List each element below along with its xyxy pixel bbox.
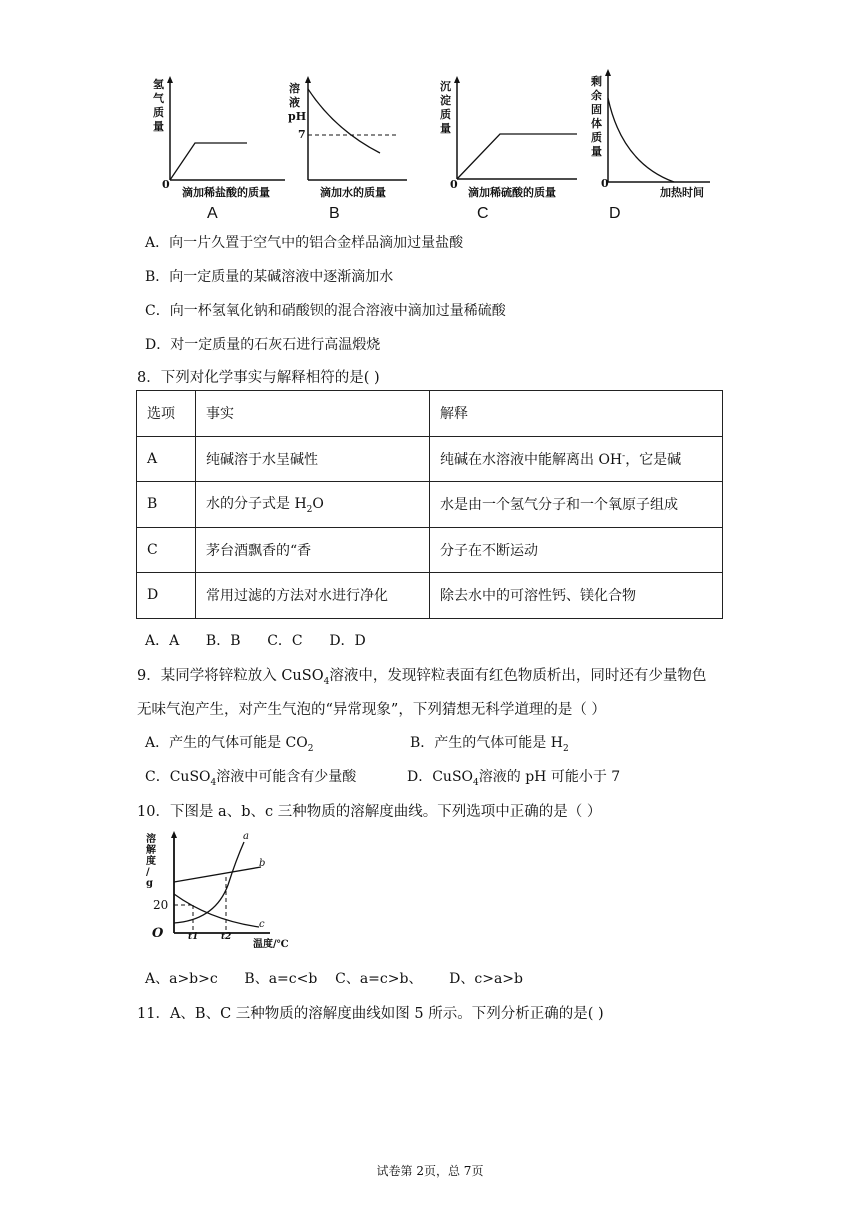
ylabel-char: 溶 xyxy=(146,834,156,845)
q7-option-b: B．向一定质量的某碱溶液中逐渐滴加水 xyxy=(145,269,394,285)
q9-option-b xyxy=(410,732,569,754)
q9-stem-line1 xyxy=(137,664,706,687)
table-header-cell: 选项 xyxy=(137,391,196,437)
graph-b-xlabel: 滴加水的质量 xyxy=(320,186,386,199)
superscript: - xyxy=(622,451,626,462)
graph-a-xlabel: 滴加稀盐酸的质量 xyxy=(182,186,270,199)
q9-text: 9．某同学将锌粒放入 CuSO xyxy=(137,668,324,684)
graph-d-letter: D xyxy=(609,205,621,222)
explain-text: 纯碱在水溶液中能解离出 OH xyxy=(440,451,623,468)
ylabel-char: 度 xyxy=(146,856,156,867)
graph-b-ylabel-bottom: pH xyxy=(288,110,307,123)
table-cell-explain: 水是由一个氢气分子和一个氧原子组成 xyxy=(430,482,723,528)
solubility-t2: t2 xyxy=(221,932,232,942)
q7-option-d: D．对一定质量的石灰石进行高温煅烧 xyxy=(145,337,381,353)
table-cell-fact: 茅台酒飘香的“香 xyxy=(196,527,430,573)
q8-stem: 8．下列对化学事实与解释相符的是( ) xyxy=(137,370,380,386)
graph-c-xlabel: 滴加稀硫酸的质量 xyxy=(468,186,556,199)
solubility-t1: t1 xyxy=(188,932,199,942)
curve-b-label: b xyxy=(259,858,266,869)
q10-stem: 10．下图是 a、b、c 三种物质的溶解度曲线。下列选项中正确的是（ ） xyxy=(137,804,602,820)
curve-a-label: a xyxy=(243,831,249,842)
curve-c-label: c xyxy=(259,919,265,930)
table-cell-option: C xyxy=(137,527,196,573)
table-cell-explain: 除去水中的可溶性钙、镁化合物 xyxy=(430,573,723,619)
graph-c-ylabel: 沉淀质量 xyxy=(440,80,451,135)
subscript: 4 xyxy=(473,777,479,788)
q10-options: A、a>b>c B、a=c<b C、a=c>b、 D、c>a>b xyxy=(145,971,523,987)
table-cell-option: A xyxy=(137,436,196,482)
solubility-ylabel xyxy=(146,834,160,889)
graph-d-ylabel: 剩余固体质量 xyxy=(591,75,602,158)
graph-b-tick-7: 7 xyxy=(298,128,306,141)
q9-text: D．CuSO xyxy=(407,769,474,785)
table-header-cell: 解释 xyxy=(430,391,723,437)
graph-c-letter: C xyxy=(477,205,489,222)
q11-stem: 11．A、B、C 三种物质的溶解度曲线如图 5 所示。下列分析正确的是( ) xyxy=(137,1006,604,1022)
table-cell-fact: 常用过滤的方法对水进行净化 xyxy=(196,573,430,619)
q7-option-a: A．向一片久置于空气中的铝合金样品滴加过量盐酸 xyxy=(145,235,464,251)
q7-option-c: C．向一杯氢氧化钠和硝酸钡的混合溶液中滴加过量稀硫酸 xyxy=(145,303,506,319)
table-row xyxy=(137,482,723,528)
q8-table xyxy=(136,390,723,619)
subscript: 2 xyxy=(307,743,314,754)
table-cell-option: B xyxy=(137,482,196,528)
subscript: 4 xyxy=(323,676,330,687)
graph-b-letter: B xyxy=(329,205,340,222)
table-header-cell: 事实 xyxy=(196,391,430,437)
ylabel-char: 解 xyxy=(146,845,156,856)
q9-option-a xyxy=(145,732,313,754)
q9-option-d xyxy=(407,766,620,788)
graph-d-plot xyxy=(592,68,722,198)
graph-b-ylabel-top: 溶液 xyxy=(289,82,300,109)
ylabel-char: / xyxy=(146,867,150,878)
explain-text: ，它是碱 xyxy=(625,451,682,468)
table-cell-explain: 分子在不断运动 xyxy=(430,527,723,573)
solubility-origin: O xyxy=(152,926,164,941)
page-footer: 试卷第 2页，总 7页 xyxy=(376,1164,484,1178)
subscript: 2 xyxy=(562,743,569,754)
table-cell-fact xyxy=(196,482,430,528)
graph-d-origin: 0 xyxy=(601,177,609,190)
table-cell-option: D xyxy=(137,573,196,619)
q9-text: 溶液的 pH 可能小于 7 xyxy=(478,769,621,785)
table-row xyxy=(137,573,723,619)
table-header-row xyxy=(137,391,723,437)
solubility-tick-20: 20 xyxy=(153,898,169,912)
graph-a-origin: 0 xyxy=(162,178,170,191)
table-row xyxy=(137,436,723,482)
graph-a-ylabel: 氢气质量 xyxy=(153,78,164,133)
fact-text: O xyxy=(312,496,324,513)
table-row xyxy=(137,527,723,573)
graph-c-origin: 0 xyxy=(450,178,458,191)
q9-text: B．产生的气体可能是 H xyxy=(410,735,563,751)
ylabel-char: g xyxy=(146,878,153,889)
subscript: 2 xyxy=(306,505,313,516)
subscript: 4 xyxy=(210,777,217,788)
q9-text: C．CuSO xyxy=(145,769,211,785)
solubility-xlabel: 温度/℃ xyxy=(253,939,289,950)
q8-answers: A．A B．B C．C D．D xyxy=(145,633,366,649)
fact-text: 水的分子式是 H xyxy=(206,496,307,513)
table-cell-explain xyxy=(430,436,723,482)
q9-option-c xyxy=(145,766,356,788)
graph-d-xlabel: 加热时间 xyxy=(660,186,704,199)
q9-text: A．产生的气体可能是 CO xyxy=(145,735,308,751)
table-cell-fact: 纯碱溶于水呈碱性 xyxy=(196,436,430,482)
graph-a-letter: A xyxy=(207,205,218,222)
q9-text: 溶液中，发现锌粒表面有红色物质析出，同时还有少量物色 xyxy=(329,668,707,684)
q9-stem-line2: 无味气泡产生，对产生气泡的“异常现象”，下列猜想无科学道理的是（ ） xyxy=(137,702,606,718)
q9-text: 溶液中可能含有少量酸 xyxy=(216,769,357,785)
